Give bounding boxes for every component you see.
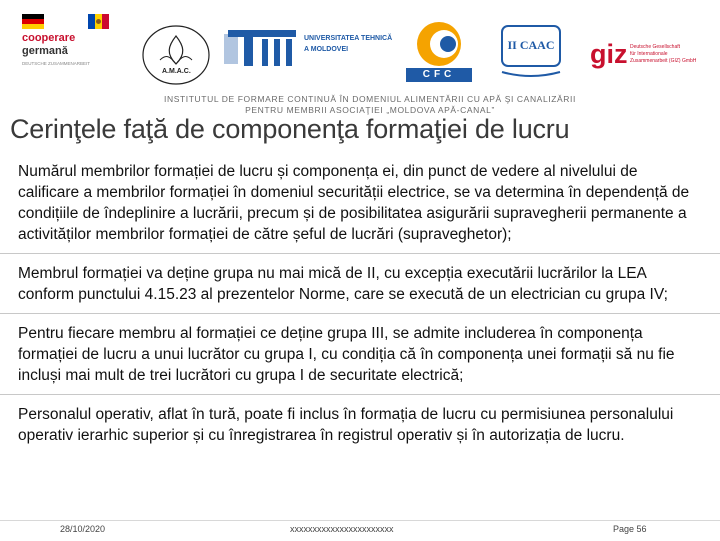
cooperare-line1: cooperare [22,32,76,44]
paragraph-4: Personalul operativ, aflat în tură, poate fi inclus în formația de lucru cu permisiunea personalului operativ ierarhic superior și cu înregistrarea în registrul operativ și în autorizația de lucru. [18,406,674,444]
paragraph-divider [0,394,720,395]
institute-line2: PENTRU MEMBRII ASOCIAŢIEI „MOLDOVA APĂ-CANAL” [245,105,495,115]
slide-body [18,161,700,454]
slide-title: Cerinţele faţă de componenţa formaţiei de lucru [10,114,570,144]
utm-line2: A MOLDOVEI [304,46,349,53]
cooperare-line3: DEUTSCHE ZUSAMMENARBEIT [22,61,91,66]
utm-emblem-icon [224,30,300,70]
footer-page: Page 56 [613,524,647,534]
utm-logo [224,30,404,70]
institute-header [150,94,590,116]
giz-line3: Zusammenarbeit (GIZ) GmbH [630,58,697,64]
giz-line2: für Internationale [630,51,668,57]
cfc-swirl-icon [406,18,472,68]
paragraph-divider [0,313,720,314]
slide-footer [0,520,720,541]
paragraph-3: Pentru fiecare membru al formației ce deține grupa III, se admite includerea în componența formației de lucru a unui lucrător cu grupa I, cu condiția că în componența unei formații să nu fie incluși mai mult de trei lucrători cu grupa I de securitate electrică; [18,325,675,384]
giz-line1: Deutsche Gesellschaft [630,44,681,50]
footer-date: 28/10/2020 [60,524,106,534]
giz-logo [590,40,720,80]
iicaac-logo [496,22,566,80]
paragraph-1: Numărul membrilor formației de lucru și componența ei, din punct de vedere al nivelului de calificare a membrilor formației în domeniul securității electrice, se va determina în dependență de condițiile de îndeplinire a lucrării, precum și de posibilitatea asigurării supravegherii permanente a activităților membrilor formației de către șeful de lucrări (supraveghetor); [18,163,690,243]
amac-logo [140,24,212,86]
institute-line1: INSTITUTUL DE FORMARE CONTINUĂ ÎN DOMENIUL ALIMENTĂRII CU APĂ ŞI CANALIZĂRII [164,94,576,104]
cfc-logo [406,18,472,84]
amac-text: A.M.A.C. [162,68,191,75]
paragraph-divider [0,253,720,254]
footer-center: xxxxxxxxxxxxxxxxxxxxxxx [290,524,394,534]
utm-line1: UNIVERSITATEA TEHNICĂ [304,35,393,42]
paragraph-2: Membrul formației va deține grupa nu mai mică de II, cu excepția executării lucrărilor la LEA conform punctului 4.15.23 al prezentelor Norme, care se execută de un electrician cu grupa IV; [18,265,668,303]
amac-emblem-icon [140,24,212,86]
cfc-text: CFC [406,68,472,82]
cooperare-germana-logo [14,12,124,78]
logo-bar [0,0,720,92]
cooperare-line2: germană [22,45,68,57]
giz-text: giz [590,39,628,69]
iicaac-text: II CAAC [507,38,555,52]
